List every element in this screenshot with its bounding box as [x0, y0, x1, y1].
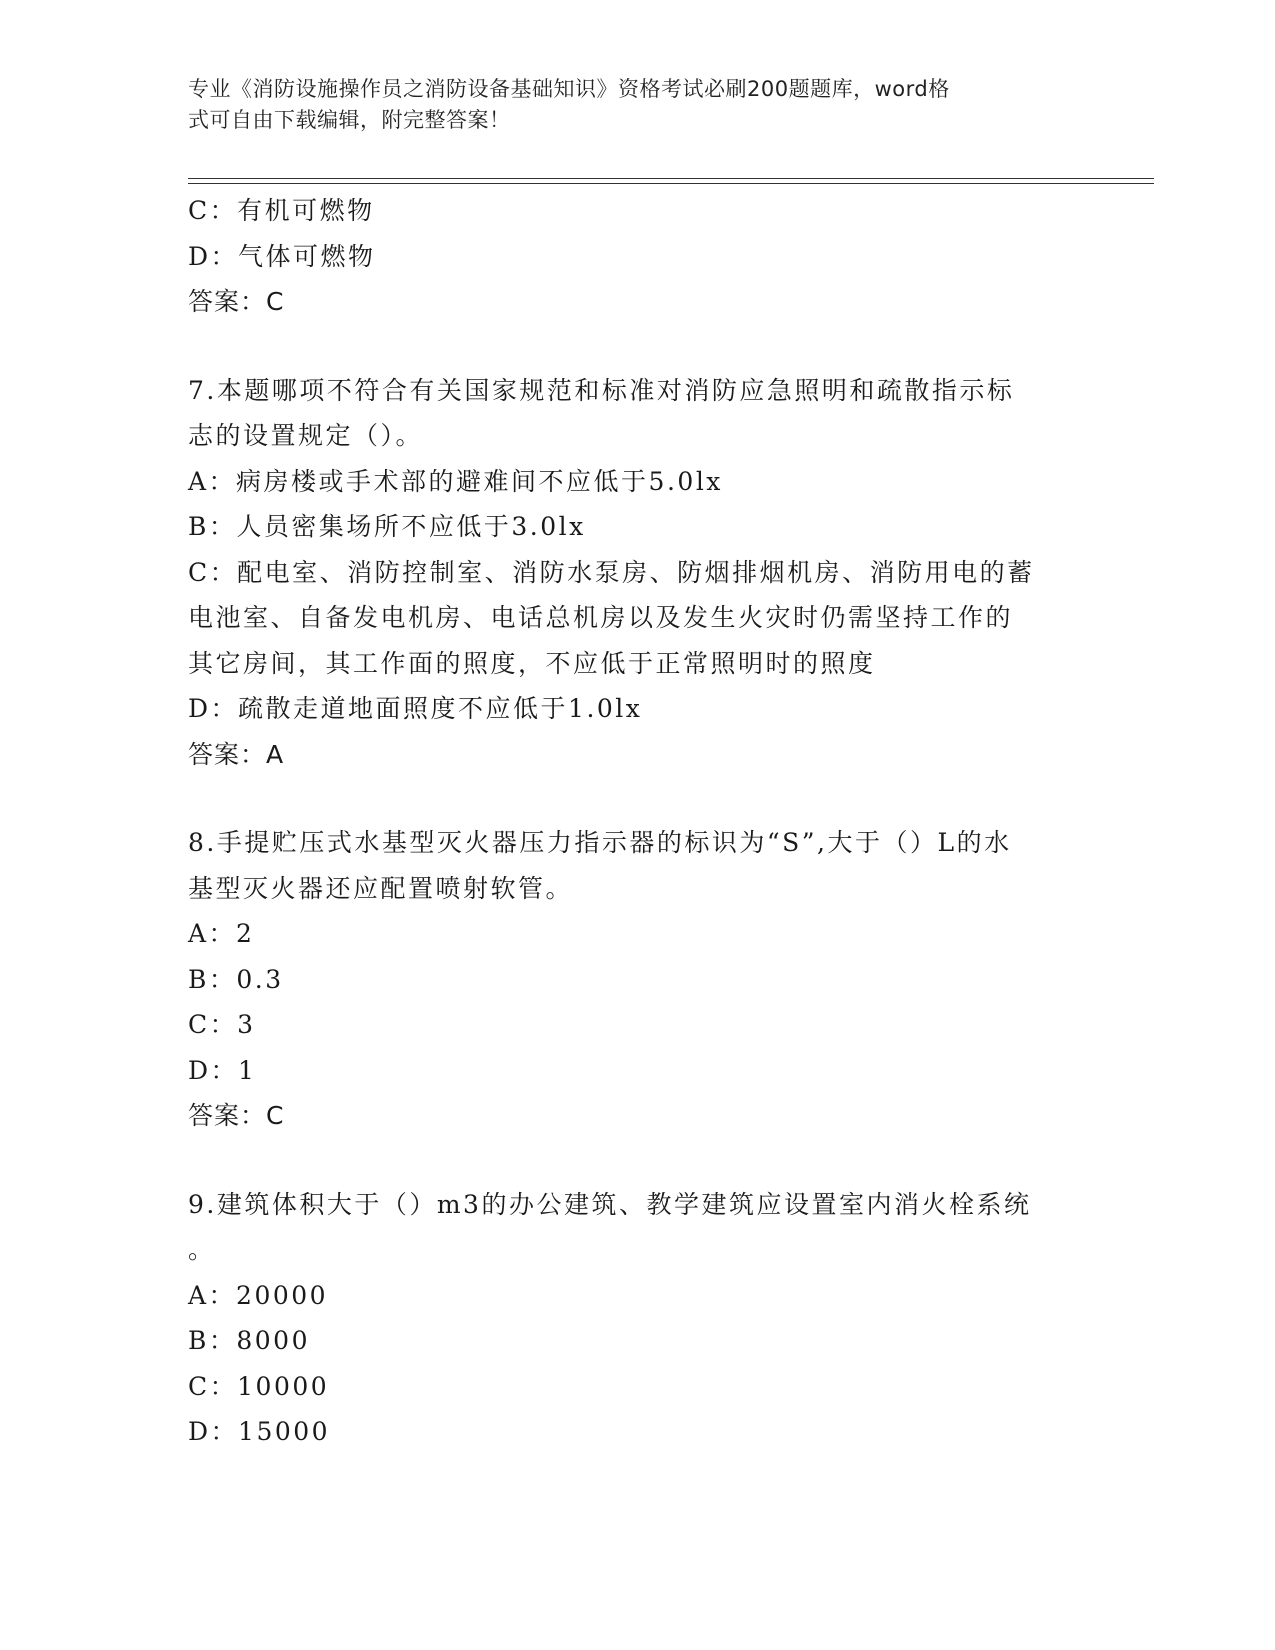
question-6 [188, 188, 1088, 325]
q9-option-d: D：15000 [188, 1417, 331, 1446]
q8-option-c: C：3 [188, 1010, 256, 1039]
q9-option-b: B：8000 [188, 1326, 310, 1355]
question-9 [188, 1182, 1088, 1455]
q7-answer: 答案：A [188, 739, 285, 769]
q6-option-c: C：有机可燃物 [188, 196, 375, 225]
q6-option-d: D：气体可燃物 [188, 241, 376, 271]
q7-option-b: B：人员密集场所不应低于3.0lx [188, 512, 586, 541]
q7-stem-line-2: 志的设置规定（）。 [188, 421, 424, 450]
q7-option-c-line-3: 其它房间，其工作面的照度，不应低于正常照明时的照度 [188, 648, 876, 678]
q6-answer: 答案：C [188, 287, 285, 316]
question-content [188, 188, 1088, 1455]
q7-option-c-line-2: 电池室、自备发电机房、电话总机房以及发生火灾时仍需坚持工作的 [188, 603, 1014, 632]
q8-option-a: A：2 [188, 919, 255, 948]
q9-option-c: C：10000 [188, 1371, 330, 1401]
q8-option-d: D：1 [188, 1055, 257, 1085]
q7-option-c-line-1: C：配电室、消防控制室、消防水泵房、防烟排烟机房、消防用电的蓄 [188, 557, 1035, 587]
q9-stem-line-1: 9.建筑体积大于（）m3的办公建筑、教学建筑应设置室内消火栓系统 [188, 1189, 1032, 1219]
q8-answer: 答案：C [188, 1101, 285, 1130]
q9-stem-line-2: 。 [188, 1235, 216, 1264]
q7-option-a: A：病房楼或手术部的避难间不应低于5.0lx [188, 466, 723, 496]
q7-option-d: D：疏散走道地面照度不应低于1.0lx [188, 694, 643, 723]
q8-option-b: B：0.3 [188, 964, 284, 994]
question-7 [188, 368, 1088, 778]
q9-option-a: A：20000 [188, 1280, 329, 1310]
q8-stem-line-2: 基型灭火器还应配置喷射软管。 [188, 873, 574, 903]
header-line-2: 式可自由下载编辑，附完整答案！ [188, 108, 511, 132]
q7-stem-line-1: 7.本题哪项不符合有关国家规范和标准对消防应急照明和疏散指示标 [188, 375, 1015, 405]
header-double-rule [188, 178, 1154, 184]
question-8 [188, 820, 1088, 1139]
q8-stem-line-1: 8.手提贮压式水基型灭火器压力指示器的标识为“S”,大于（）L的水 [188, 828, 1012, 857]
header-line-1: 专业《消防设施操作员之消防设备基础知识》资格考试必刷200题题库，word格 [188, 77, 950, 101]
document-header [188, 74, 1068, 136]
